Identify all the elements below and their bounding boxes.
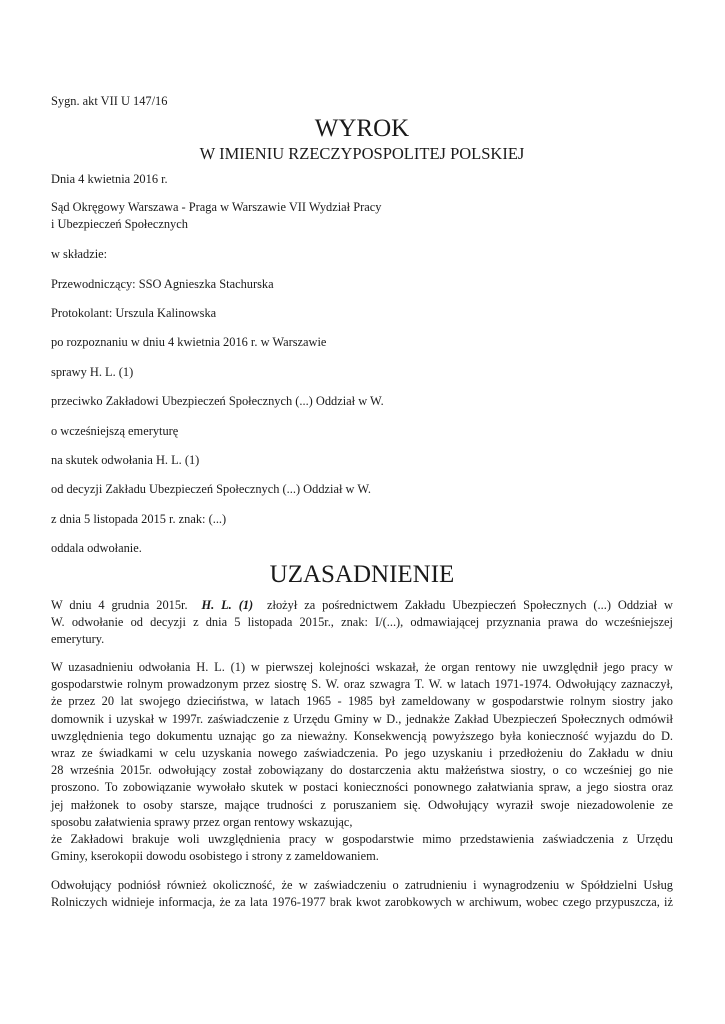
- paragraph-line: 28 września 2015r. odwołujący został zobowiązany do dostarczenia aktu małżeństwa siostry, o co wcześniej go nie: [51, 763, 673, 778]
- paragraph-line: uwzględnienia tego dokumentu uznając go za nieważny. Konsekwencją powyższego była konieczność wyjazdu do D.: [51, 728, 673, 743]
- paragraph-line: emerytury.: [51, 632, 105, 647]
- court-clerk: Protokolant: Urszula Kalinowska: [51, 306, 217, 320]
- paragraph-line: W dniu 4 grudnia 2015r. H. L. (1) złożył za pośrednictwem Zakładu Ubezpieczeń Społecznych (...) Oddział w: [51, 598, 673, 612]
- paragraph-line: że Zakładowi brakuje woli uwzględnienia pracy w gospodarstwie mimo przedstawienia zaświadczenia z Urzędu: [51, 832, 673, 847]
- document-title: WYROK: [314, 115, 410, 142]
- hearing-info: po rozpoznaniu w dniu 4 kwietnia 2016 r. w Warszawie: [51, 335, 327, 349]
- case-subject: o wcześniejszą emeryturę: [51, 424, 179, 438]
- paragraph-line: proszono. To zobowiązanie wywołało skutek w postaci konieczności ponownego załatwiania spraw, a jego siostra oraz: [51, 780, 673, 795]
- paragraph-line: Odwołujący podniósł również okoliczność, że w zaświadczeniu o zatrudnieniu i wynagrodzeniu w Spółdzielni Usług: [51, 878, 673, 892]
- paragraph-line: W uzasadnieniu odwołania H. L. (1) w pierwszej kolejności wskazał, że organ rentowy nie uwzględnił jego pracy w: [51, 660, 673, 674]
- ruling: oddala odwołanie.: [51, 541, 142, 555]
- case-party: sprawy H. L. (1): [51, 365, 134, 379]
- appeal-info: na skutek odwołania H. L. (1): [51, 453, 200, 467]
- paragraph-line: Rolniczych widnieje informacja, że za lata 1976-1977 brak kwot zarobkowych w archiwum, wobec czego przypuszcza, iż: [51, 895, 673, 910]
- court-name-line-1: Sąd Okręgowy Warszawa - Praga w Warszawie VII Wydział Pracy: [51, 200, 382, 214]
- document-subtitle: W IMIENIU RZECZYPOSPOLITEJ POLSKIEJ: [199, 144, 525, 163]
- paragraph-line: jej małżonek to osoby starsze, mające trudności z poruszaniem się. Odwołujący wyraził swoje niezadowolenie ze: [51, 797, 673, 812]
- justification-paragraph-3: [51, 877, 673, 911]
- paragraph-line: Gminy, kserokopii dowodu osobistego i strony z zameldowaniem.: [51, 849, 379, 864]
- paragraph-line: że przez 20 lat swojego dzieciństwa, w latach 1965 - 1985 był zameldowany w gospodarstwie rolnym siostry jako: [51, 694, 673, 709]
- justification-paragraph-1: [51, 597, 673, 649]
- paragraph-line: W. odwołanie od decyzji z dnia 5 listopada 2015r., znak: I/(...), odmawiającej przyznania prawa do wcześniejszej: [51, 615, 673, 630]
- opposing-party: przeciwko Zakładowi Ubezpieczeń Społecznych (...) Oddział w W.: [51, 394, 384, 408]
- claimant-name: H. L. (1): [201, 598, 254, 612]
- presiding-judge: Przewodniczący: SSO Agnieszka Stachurska: [51, 277, 274, 291]
- court-name-line-2: i Ubezpieczeń Społecznych: [51, 217, 188, 231]
- paragraph-line: wraz ze świadkami w celu uzyskania nowego zaświadczenia. Po jego uzyskaniu i przedłożeniu do Zakładu w dniu: [51, 746, 673, 761]
- judgment-date: Dnia 4 kwietnia 2016 r.: [51, 172, 168, 186]
- composition-label: w składzie:: [51, 247, 108, 261]
- paragraph-line: gospodarstwie rolnym prowadzonym przez siostrę S. W. oraz szwagra T. W. w latach 1971-1974. Odwołujący zaznaczył,: [51, 677, 673, 692]
- decision-date: z dnia 5 listopada 2015 r. znak: (...): [51, 512, 227, 526]
- decision-source: od decyzji Zakładu Ubezpieczeń Społecznych (...) Oddział w W.: [51, 482, 371, 496]
- justification-title: UZASADNIENIE: [269, 561, 455, 588]
- justification-paragraph-2: [51, 659, 673, 865]
- case-number: Sygn. akt VII U 147/16: [51, 94, 168, 108]
- paragraph-line: domownik i uzyskał w 1997r. zaświadczenie z Urzędu Gminy w D., jednakże Zakład Ubezpieczeń Społecznych odmówił: [51, 711, 673, 726]
- paragraph-line: sposobu załatwienia sprawy przez organ rentowy wskazując,: [51, 814, 353, 829]
